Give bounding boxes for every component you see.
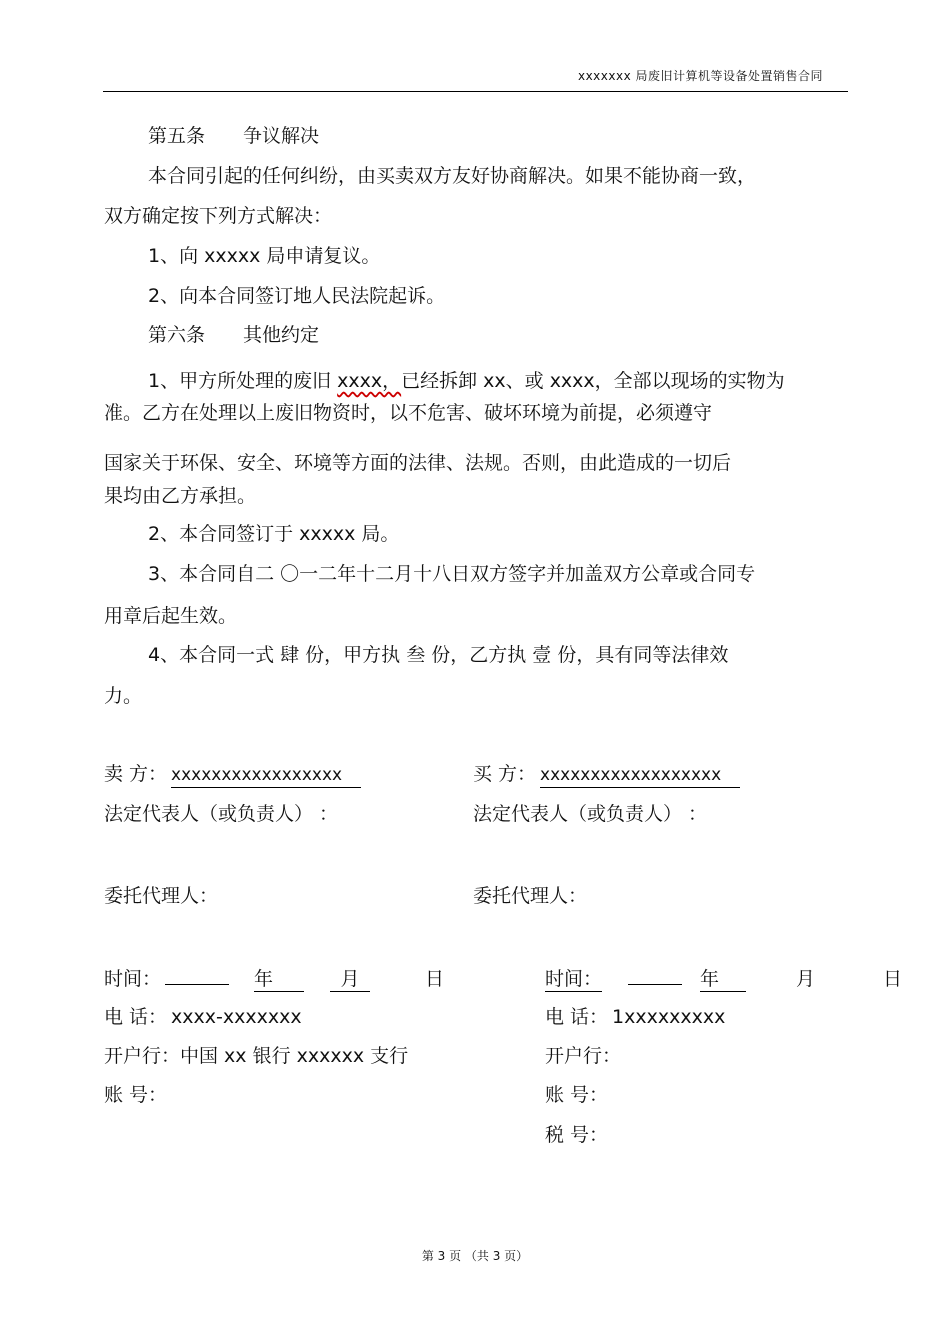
clause-1-line-2: 准。乙方在处理以上废旧物资时，以不危害、破坏环境为前提，必须遵守 bbox=[104, 402, 713, 424]
seller-account: 账 号： bbox=[104, 1084, 168, 1106]
buyer-year-blank bbox=[628, 964, 682, 985]
buyer-account: 账 号： bbox=[545, 1084, 609, 1106]
buyer-month: 月 bbox=[796, 968, 816, 990]
buyer-tax: 税 号： bbox=[545, 1124, 609, 1146]
paragraph-1-line-1: 本合同引起的任何纠纷，由买卖双方友好协商解决。如果不能协商一致， bbox=[148, 165, 757, 187]
article-5-number: 第五条 bbox=[148, 125, 206, 147]
seller-field bbox=[104, 762, 361, 788]
seller-bank: 开户行：中国 xx 银行 xxxxxx 支行 bbox=[104, 1045, 409, 1067]
seller-date bbox=[104, 964, 444, 992]
seller-year: 年 bbox=[254, 967, 304, 992]
buyer-representative: 法定代表人（或负责人） ： bbox=[473, 803, 708, 825]
buyer-date bbox=[545, 964, 902, 992]
clause-3-line-2: 用章后起生效。 bbox=[104, 605, 238, 627]
seller-day: 日 bbox=[425, 968, 445, 990]
dispute-item-1: 1、向 xxxxx 局申请复议。 bbox=[148, 245, 381, 267]
dispute-item-2: 2、向本合同签订地人民法院起诉。 bbox=[148, 285, 446, 307]
clause-1-line-1: 1、甲方所处理的废旧 xxxx，已经拆卸 xx、或 xxxx，全部以现场的实物为 bbox=[148, 370, 785, 392]
article-6-number: 第六条 bbox=[148, 324, 206, 346]
article-6-name: 其他约定 bbox=[243, 324, 320, 346]
buyer-phone: 电 话： 1xxxxxxxxx bbox=[545, 1006, 726, 1028]
article-5-heading bbox=[148, 124, 319, 148]
seller-year-blank bbox=[165, 964, 229, 985]
paragraph-1-line-2: 双方确定按下列方式解决： bbox=[104, 205, 333, 227]
clause-1-line-4: 果均由乙方承担。 bbox=[104, 485, 257, 507]
header-divider bbox=[103, 91, 848, 92]
buyer-agent: 委托代理人： bbox=[473, 885, 588, 907]
buyer-field bbox=[473, 762, 740, 788]
article-5-name: 争议解决 bbox=[243, 125, 320, 147]
buyer-bank: 开户行： bbox=[545, 1045, 622, 1067]
article-6-heading bbox=[148, 323, 319, 347]
header-title: xxxxxxx 局废旧计算机等设备处置销售合同 bbox=[577, 69, 823, 83]
seller-representative: 法定代表人（或负责人） ： bbox=[104, 803, 339, 825]
buyer-year: 年 bbox=[700, 967, 746, 992]
buyer-time-label: 时间： bbox=[545, 968, 603, 990]
clause-3-line-1: 3、本合同自二 〇一二年十二月十八日双方签字并加盖双方公章或合同专 bbox=[148, 563, 756, 585]
seller-phone: 电 话： xxxx-xxxxxxx bbox=[104, 1006, 302, 1028]
seller-month: 月 bbox=[330, 967, 370, 992]
buyer-name: xxxxxxxxxxxxxxxxxx bbox=[540, 763, 740, 788]
seller-time-label: 时间： bbox=[104, 968, 162, 990]
clause-4-line-1: 4、本合同一式 肆 份，甲方执 叁 份，乙方执 壹 份，具有同等法律效 bbox=[148, 644, 729, 666]
flagged-text: xxxx， bbox=[337, 370, 402, 392]
page-number: 第 3 页 （共 3 页） bbox=[421, 1249, 529, 1263]
seller-label: 卖 方： bbox=[104, 763, 168, 785]
clause-2: 2、本合同签订于 xxxxx 局。 bbox=[148, 523, 400, 545]
buyer-label: 买 方： bbox=[473, 763, 537, 785]
seller-name: xxxxxxxxxxxxxxxxx bbox=[171, 763, 361, 788]
clause-4-line-2: 力。 bbox=[104, 685, 143, 707]
clause-1-line-3: 国家关于环保、安全、环境等方面的法律、法规。否则，由此造成的一切后 bbox=[104, 452, 732, 474]
seller-agent: 委托代理人： bbox=[104, 885, 219, 907]
buyer-day: 日 bbox=[883, 968, 903, 990]
